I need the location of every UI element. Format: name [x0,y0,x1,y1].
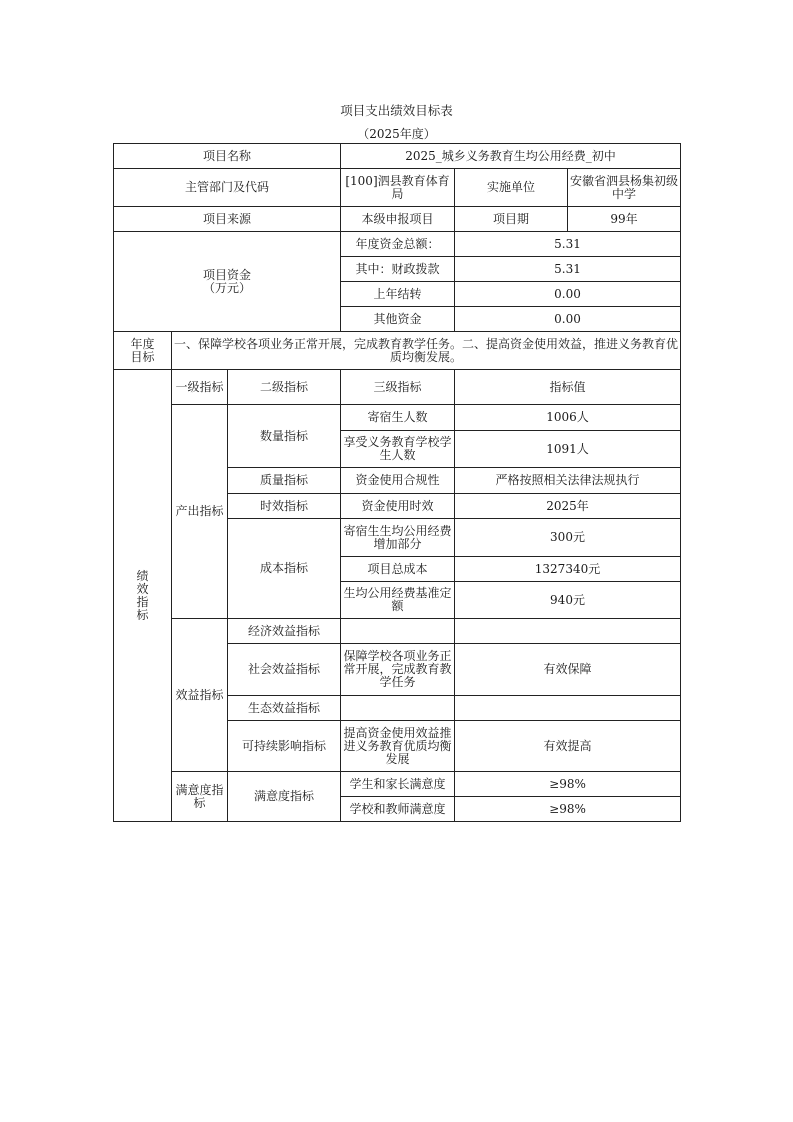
performance-table [113,143,681,822]
funds-carryover-label: 上年结转 [341,282,455,307]
objective-label-line2: 目标 [130,349,155,364]
indicator-name: 资金使用合规性 [341,468,455,494]
period-value: 99年 [568,207,681,232]
indicator-value: 2025年 [455,494,681,519]
objective-label-line1: 年度 [130,336,155,351]
indicators-group-char: 效 [136,581,149,596]
indicators-group-char: 指 [136,594,149,609]
funds-label-line1: 项目资金 [202,267,251,282]
objective-text: 一、保障学校各项业务正常开展，完成教育教学任务。二、提高资金使用效益，推进义务教育优质均衡发展。 [172,332,681,370]
cost-label: 成本指标 [228,519,341,619]
document-title: 项目支出绩效目标表 [340,103,453,118]
indicator-name: 享受义务教育学校学生人数 [341,431,455,468]
source-label: 项目来源 [114,207,341,232]
indicator-name: 学生和家长满意度 [341,772,455,797]
funds-total-value: 5.31 [455,232,681,257]
quality-label: 质量指标 [228,468,341,494]
funds-total-label: 年度资金总额： [341,232,455,257]
indicator-value [455,619,681,644]
header-level1: 一级指标 [172,370,228,405]
project-name-label: 项目名称 [114,144,341,169]
impl-unit-value: 安徽省泗县杨集初级中学 [568,169,681,207]
indicators-group-label [114,370,172,822]
benefit-label: 效益指标 [172,619,228,772]
objective-label [114,332,172,370]
funds-fiscal-label: 其中：财政拨款 [341,257,455,282]
indicator-value: 严格按照相关法律法规执行 [455,468,681,494]
funds-label [114,232,341,332]
indicator-value: 300元 [455,519,681,557]
indicators-group-char: 标 [136,607,149,622]
output-label: 产出指标 [172,405,228,619]
social-label: 社会效益指标 [228,644,341,696]
indicator-name [341,696,455,721]
indicator-name: 提高资金使用效益推进义务教育优质均衡发展 [341,721,455,772]
indicator-value: 1327340元 [455,557,681,582]
project-name-value: 2025_城乡义务教育生均公用经费_初中 [341,144,681,169]
timeliness-label: 时效指标 [228,494,341,519]
indicator-value: 1091人 [455,431,681,468]
header-level2: 二级指标 [228,370,341,405]
indicator-value: 有效保障 [455,644,681,696]
dept-value: [100]泗县教育体育局 [341,169,455,207]
indicator-value [455,696,681,721]
funds-other-label: 其他资金 [341,307,455,332]
indicator-name: 学校和教师满意度 [341,797,455,822]
header-value: 指标值 [455,370,681,405]
indicator-value: 1006人 [455,405,681,431]
funds-other-value: 0.00 [455,307,681,332]
dept-label: 主管部门及代码 [114,169,341,207]
indicators-group-char: 绩 [136,568,149,583]
funds-label-line2: （万元） [202,280,251,295]
document-year: （2025年度） [357,127,436,141]
indicator-name [341,619,455,644]
indicator-value: 940元 [455,582,681,619]
quantity-label: 数量指标 [228,405,341,468]
indicator-value: ≥98% [455,797,681,822]
satisfaction-sub-label: 满意度指标 [228,772,341,822]
indicator-name: 项目总成本 [341,557,455,582]
satisfaction-label: 满意度指标 [172,772,228,822]
indicator-value: 有效提高 [455,721,681,772]
funds-fiscal-value: 5.31 [455,257,681,282]
indicator-name: 资金使用时效 [341,494,455,519]
indicator-value: ≥98% [455,772,681,797]
economic-label: 经济效益指标 [228,619,341,644]
source-value: 本级申报项目 [341,207,455,232]
ecological-label: 生态效益指标 [228,696,341,721]
impl-unit-label: 实施单位 [455,169,568,207]
indicator-name: 保障学校各项业务正常开展，完成教育教学任务 [341,644,455,696]
period-label: 项目期 [455,207,568,232]
funds-carryover-value: 0.00 [455,282,681,307]
header-level3: 三级指标 [341,370,455,405]
indicator-name: 寄宿生人数 [341,405,455,431]
indicator-name: 生均公用经费基准定额 [341,582,455,619]
sustainable-label: 可持续影响指标 [228,721,341,772]
indicator-name: 寄宿生生均公用经费增加部分 [341,519,455,557]
